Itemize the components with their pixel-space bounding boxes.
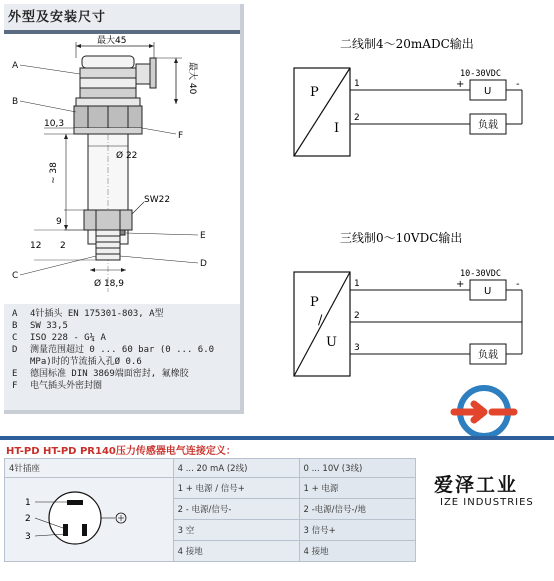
wiring3-load-label: 负载 bbox=[478, 350, 498, 361]
section-divider bbox=[0, 436, 554, 440]
wiring3-slash-label: / bbox=[318, 313, 323, 328]
wiring2-p-label: P bbox=[310, 85, 319, 100]
header-cell: 4针插座 bbox=[5, 459, 174, 478]
dimension-legend bbox=[12, 308, 240, 392]
hex-nut bbox=[84, 210, 132, 230]
dim-phi-22: Ø 22 bbox=[116, 151, 138, 161]
legend-row: E 德国标准 DIN 3869端面密封, 氟橡胶 bbox=[12, 369, 189, 379]
wiring3-u-box-label: U bbox=[326, 335, 337, 350]
dim-10-3: 10,3 bbox=[44, 119, 65, 129]
dim-max-width: 最大45 bbox=[97, 36, 127, 46]
callout-e: E bbox=[200, 231, 206, 241]
plug-pin-3: 3 bbox=[25, 532, 31, 542]
wiring3-title: 三线制0～10VDC输出 bbox=[340, 231, 463, 245]
wiring3-minus: - bbox=[516, 279, 520, 290]
connection-table bbox=[4, 458, 416, 562]
dim-12: 12 bbox=[30, 241, 42, 251]
wiring3-plus: + bbox=[456, 279, 465, 290]
wiring2-pin2: 2 bbox=[354, 113, 360, 123]
legend-row: D 测量范围超过 0 ... 60 bar (0 ... 6.0 bbox=[12, 345, 215, 355]
wiring2-minus: - bbox=[516, 79, 520, 90]
wiring3-pin1: 1 bbox=[354, 279, 360, 289]
plug-pin-1: 1 bbox=[25, 498, 31, 508]
table-cell: 4 接地 bbox=[173, 541, 299, 562]
table-cell: 3 空 bbox=[173, 520, 299, 541]
dim-2: 2 bbox=[60, 241, 66, 251]
legend-row: B SW 33,5 bbox=[12, 321, 68, 331]
panel-title: 外型及安装尺寸 bbox=[8, 10, 107, 25]
dim-max-height: 最大 40 bbox=[187, 62, 197, 95]
header-cell: 4 ... 20 mA (2线) bbox=[173, 459, 299, 478]
dim-sw22: SW22 bbox=[144, 195, 171, 205]
wiring3-u-label: U bbox=[484, 286, 492, 297]
callout-a: A bbox=[12, 61, 19, 71]
wiring3-pin3: 3 bbox=[354, 343, 360, 353]
wiring-diagrams bbox=[270, 20, 550, 380]
wiring2-plus: + bbox=[456, 79, 465, 90]
table-cell: 1 + 电源 bbox=[299, 478, 416, 499]
wiring3-p-label: P bbox=[310, 295, 319, 310]
dim-38: ~ 38 bbox=[49, 162, 59, 184]
wiring2-load-label: 负载 bbox=[478, 120, 498, 131]
wiring2-transmitter-box bbox=[294, 68, 350, 156]
plug-socket-diagram bbox=[5, 478, 165, 558]
table-cell: 4 接地 bbox=[299, 541, 416, 562]
table-row bbox=[5, 478, 416, 499]
table-cell: 2 -电源/信号-/地 bbox=[299, 499, 416, 520]
callout-c: C bbox=[12, 271, 19, 281]
wiring3-supply: 10-30VDC bbox=[460, 269, 501, 279]
wiring2-i-label: I bbox=[334, 121, 340, 136]
brand-name-en: IZE INDUSTRIES bbox=[440, 497, 534, 508]
callout-b: B bbox=[12, 97, 19, 107]
connector-head bbox=[80, 56, 156, 98]
wiring2-supply: 10-30VDC bbox=[460, 69, 501, 79]
wiring3-pin2: 2 bbox=[354, 311, 360, 321]
wiring2-title: 二线制4～20mADC输出 bbox=[340, 37, 474, 51]
legend-row: MPa)时的节流插入孔Ø 0.6 bbox=[30, 357, 142, 367]
plug-pin-2: 2 bbox=[25, 514, 31, 524]
wiring2-pin1: 1 bbox=[354, 79, 360, 89]
wiring2-u-label: U bbox=[484, 86, 492, 97]
dim-phi-18-9: Ø 18,9 bbox=[94, 279, 124, 289]
sensor-body bbox=[74, 98, 142, 134]
plug-drawing-cell bbox=[5, 478, 174, 562]
table-row bbox=[5, 459, 416, 478]
sensor-dimension-drawing bbox=[4, 34, 240, 304]
table-cell: 2 - 电源/信号- bbox=[173, 499, 299, 520]
dim-9: 9 bbox=[56, 217, 62, 227]
legend-row: A 4针插头 EN 175301-803, A型 bbox=[12, 309, 164, 319]
legend-row: F 电气插头外密封圈 bbox=[12, 381, 103, 391]
connection-title: HT-PD HT-PD PR140压力传感器电气连接定义： bbox=[6, 446, 236, 457]
header-cell: 0 ... 10V (3线) bbox=[299, 459, 416, 478]
brand-logo-icon bbox=[440, 382, 528, 442]
table-cell: 1 + 电源 / 信号+ bbox=[173, 478, 299, 499]
table-cell: 3 信号+ bbox=[299, 520, 416, 541]
thread bbox=[96, 230, 125, 260]
legend-row: C ISO 228 - G¼ A bbox=[12, 333, 106, 343]
callout-f: F bbox=[178, 131, 184, 141]
callout-d: D bbox=[200, 259, 207, 269]
brand-name-cn: 爱泽工业 bbox=[434, 474, 519, 496]
